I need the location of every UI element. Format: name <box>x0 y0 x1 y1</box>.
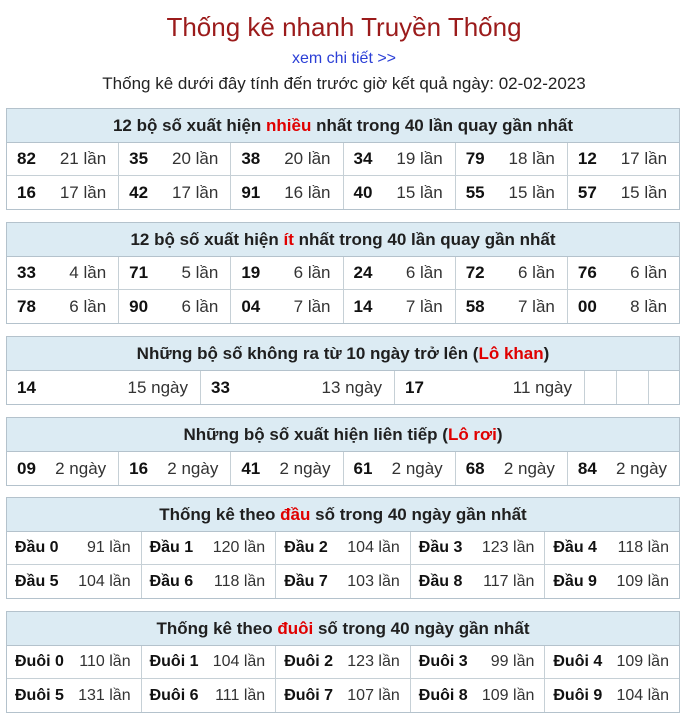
number[interactable]: 14 <box>353 296 373 316</box>
stat-cell <box>7 143 119 175</box>
number[interactable]: 40 <box>353 182 373 202</box>
number[interactable]: 33 <box>17 263 36 282</box>
stat-cell <box>568 257 679 289</box>
tail-label[interactable]: Đuôi 1 <box>149 653 199 670</box>
stat-cell <box>545 646 679 678</box>
head-label[interactable]: Đầu 8 <box>418 572 463 590</box>
head-label[interactable]: Đầu 6 <box>149 572 194 590</box>
table-row <box>7 679 679 712</box>
table-row <box>7 176 679 209</box>
number[interactable]: 91 <box>241 182 261 202</box>
number[interactable]: 79 <box>465 149 485 168</box>
number[interactable]: 71 <box>129 263 149 282</box>
count: 20 lần <box>284 149 331 168</box>
count: 15 lần <box>620 182 668 202</box>
stat-cell <box>344 176 456 209</box>
header-text: 12 bộ số xuất hiện <box>112 115 262 135</box>
most-frequent-header <box>7 109 679 143</box>
tail-label[interactable]: Đuôi 8 <box>418 686 468 704</box>
count: 2 ngày <box>167 458 219 478</box>
table-row <box>7 143 679 176</box>
stat-cell <box>142 679 277 712</box>
stat-cell <box>456 143 568 175</box>
table-row <box>7 257 679 290</box>
table-row <box>7 371 679 404</box>
count: 2 ngày <box>391 458 443 478</box>
head-label[interactable]: Đầu 4 <box>553 539 597 556</box>
head-label[interactable]: Đầu 0 <box>15 539 59 556</box>
stat-cell <box>456 452 568 485</box>
count: 7 lần <box>293 296 331 316</box>
count: 19 lần <box>396 149 443 168</box>
stat-cell <box>119 257 231 289</box>
page-subtitle: Thống kê dưới đây tính đến trước giờ kết quả ngày: 02-02-2023 <box>102 74 586 93</box>
count: 2 ngày <box>279 458 331 478</box>
count: 104 lần <box>616 686 669 704</box>
count: 13 ngày <box>321 377 382 397</box>
number[interactable]: 00 <box>577 296 597 316</box>
header-text: số trong 40 ngày gần nhất <box>317 618 530 638</box>
empty-cell <box>585 371 617 404</box>
tail-label[interactable]: Đuôi 7 <box>284 686 334 704</box>
number[interactable]: 42 <box>129 182 149 202</box>
count: 104 lần <box>212 653 266 670</box>
header-highlight: Lô rơi <box>447 424 497 444</box>
count: 6 lần <box>517 263 555 282</box>
count: 4 lần <box>69 263 107 282</box>
count: 123 lần <box>481 539 535 556</box>
header-text: Những bộ số không ra từ 10 ngày trở lên ( <box>136 343 479 363</box>
header-text: Thống kê theo <box>159 504 276 524</box>
number[interactable]: 68 <box>465 458 485 478</box>
count: 6 lần <box>69 296 107 316</box>
table-row <box>7 646 679 679</box>
head-label[interactable]: Đầu 9 <box>553 572 597 590</box>
stat-cell <box>344 452 456 485</box>
stat-cell <box>231 452 343 485</box>
stat-cell <box>276 679 411 712</box>
count: 2 ngày <box>55 458 107 478</box>
lo-khan-section <box>6 336 680 405</box>
count: 6 lần <box>181 296 219 316</box>
stat-cell <box>344 143 456 175</box>
number[interactable]: 76 <box>577 263 597 282</box>
count: 110 lần <box>79 653 131 670</box>
stat-cell <box>119 290 231 323</box>
stat-cell <box>545 679 679 712</box>
count: 109 lần <box>616 653 669 670</box>
stat-cell <box>142 646 277 678</box>
stat-cell <box>568 452 679 485</box>
stat-cell <box>7 371 201 404</box>
stat-cell <box>7 532 142 564</box>
head-label[interactable]: Đầu 3 <box>418 539 463 556</box>
count: 17 lần <box>620 149 668 168</box>
number[interactable]: 41 <box>241 458 261 478</box>
header-highlight: đầu <box>280 504 311 524</box>
number[interactable]: 84 <box>577 458 597 478</box>
number[interactable]: 78 <box>17 296 36 316</box>
head-label[interactable]: Đầu 7 <box>284 572 328 590</box>
table-row <box>7 532 679 565</box>
header-text: Thống kê theo <box>156 618 273 638</box>
stat-cell <box>142 565 277 598</box>
stat-cell <box>119 176 231 209</box>
count: 2 ngày <box>615 458 668 478</box>
count: 123 lần <box>347 653 400 670</box>
header-highlight: Lô khan <box>478 343 544 363</box>
most-frequent-section <box>6 108 680 210</box>
count: 104 lần <box>78 572 131 590</box>
dau-section <box>6 497 680 599</box>
lo-khan-header <box>7 337 679 371</box>
header-text: ) <box>543 343 550 363</box>
number[interactable]: 35 <box>129 149 149 168</box>
count: 91 lần <box>87 539 131 556</box>
stat-cell <box>276 565 411 598</box>
number[interactable]: 04 <box>241 296 261 316</box>
number[interactable]: 19 <box>241 263 261 282</box>
number[interactable]: 33 <box>211 377 230 397</box>
stat-cell <box>411 679 546 712</box>
header-highlight: đuôi <box>277 618 314 638</box>
stat-cell <box>7 290 119 323</box>
count: 7 lần <box>517 296 555 316</box>
count: 11 ngày <box>512 377 572 397</box>
tail-label[interactable]: Đuôi 0 <box>15 653 64 670</box>
tail-label[interactable]: Đuôi 4 <box>553 653 603 670</box>
head-label[interactable]: Đầu 1 <box>149 539 194 556</box>
lo-roi-header <box>7 418 679 452</box>
least-frequent-header <box>7 223 679 257</box>
count: 117 lần <box>483 572 535 590</box>
tail-label[interactable]: Đuôi 9 <box>553 686 603 704</box>
stat-cell <box>7 452 119 485</box>
count: 120 lần <box>212 539 266 556</box>
number[interactable]: 16 <box>17 182 36 202</box>
stat-cell <box>231 290 343 323</box>
header-text: 12 bộ số xuất hiện <box>130 229 279 249</box>
count: 20 lần <box>172 149 219 168</box>
header-text: Những bộ số xuất hiện liên tiếp ( <box>183 424 448 444</box>
stat-cell <box>456 257 568 289</box>
number[interactable]: 82 <box>17 149 36 168</box>
count: 107 lần <box>347 686 400 704</box>
tail-label[interactable]: Đuôi 6 <box>149 686 199 704</box>
tail-label[interactable]: Đuôi 5 <box>15 686 64 704</box>
count: 15 ngày <box>127 377 188 397</box>
stat-cell <box>142 532 277 564</box>
header-text: ) <box>496 424 503 444</box>
stat-cell <box>7 176 119 209</box>
count: 8 lần <box>630 296 668 316</box>
header-text: nhất trong 40 lần quay gần nhất <box>316 115 574 135</box>
stat-cell <box>568 143 679 175</box>
number[interactable]: 16 <box>129 458 149 478</box>
stat-cell <box>344 290 456 323</box>
number[interactable]: 72 <box>465 263 485 282</box>
count: 109 lần <box>616 572 669 590</box>
number[interactable]: 24 <box>353 263 373 282</box>
count: 16 lần <box>284 182 331 202</box>
stat-cell <box>568 176 679 209</box>
stat-cell <box>456 176 568 209</box>
stat-cell <box>545 532 679 564</box>
count: 118 lần <box>213 572 266 590</box>
count: 111 lần <box>215 686 266 704</box>
count: 15 lần <box>396 182 443 202</box>
number[interactable]: 14 <box>17 377 36 397</box>
stat-cell <box>231 176 343 209</box>
count: 118 lần <box>617 539 669 556</box>
empty-cell <box>649 371 681 404</box>
stat-cell <box>7 679 142 712</box>
stat-cell <box>411 646 546 678</box>
header-text: số trong 40 ngày gần nhất <box>315 504 527 524</box>
count: 109 lần <box>481 686 535 704</box>
stat-cell <box>231 257 343 289</box>
stat-cell <box>545 565 679 598</box>
stat-cell <box>7 565 142 598</box>
number[interactable]: 57 <box>577 182 597 202</box>
view-detail-link[interactable]: xem chi tiết >> <box>291 50 397 67</box>
count: 18 lần <box>508 149 555 168</box>
stat-cell <box>119 143 231 175</box>
table-row <box>7 452 679 485</box>
page-title: Thống kê nhanh Truyền Thống <box>166 12 522 42</box>
header-highlight: ít <box>283 229 294 249</box>
count: 6 lần <box>405 263 443 282</box>
count: 17 lần <box>172 182 219 202</box>
stat-cell <box>231 143 343 175</box>
number[interactable]: 12 <box>577 149 597 168</box>
least-frequent-section <box>6 222 680 324</box>
number[interactable]: 61 <box>353 458 373 478</box>
number[interactable]: 90 <box>129 296 149 316</box>
table-row <box>7 290 679 323</box>
number[interactable]: 17 <box>405 377 424 397</box>
stat-cell <box>395 371 585 404</box>
count: 17 lần <box>59 182 107 202</box>
count: 103 lần <box>347 572 400 590</box>
tail-label[interactable]: Đuôi 2 <box>284 653 334 670</box>
number[interactable]: 38 <box>241 149 261 168</box>
number[interactable]: 55 <box>465 182 485 202</box>
count: 15 lần <box>508 182 555 202</box>
stat-cell <box>344 257 456 289</box>
count: 6 lần <box>630 263 668 282</box>
stat-cell <box>568 290 679 323</box>
count: 131 lần <box>78 686 131 704</box>
count: 99 lần <box>490 653 535 670</box>
table-row <box>7 565 679 598</box>
count: 104 lần <box>347 539 400 556</box>
dau-header <box>7 498 679 532</box>
duoi-header <box>7 612 679 646</box>
count: 21 lần <box>59 149 107 168</box>
count: 2 ngày <box>503 458 555 478</box>
stat-cell <box>276 646 411 678</box>
stat-cell <box>201 371 395 404</box>
stat-cell <box>411 565 546 598</box>
number[interactable]: 34 <box>353 149 373 168</box>
duoi-section <box>6 611 680 713</box>
count: 7 lần <box>405 296 443 316</box>
stat-cell <box>276 532 411 564</box>
number[interactable]: 09 <box>17 458 36 478</box>
header-highlight: nhiều <box>266 115 312 135</box>
head-label[interactable]: Đầu 2 <box>284 539 328 556</box>
number[interactable]: 58 <box>465 296 485 316</box>
tail-label[interactable]: Đuôi 3 <box>418 653 468 670</box>
empty-cell <box>617 371 649 404</box>
count: 6 lần <box>293 263 331 282</box>
count: 5 lần <box>181 263 219 282</box>
stat-cell <box>411 532 546 564</box>
stat-cell <box>119 452 231 485</box>
head-label[interactable]: Đầu 5 <box>15 572 59 590</box>
lo-roi-section <box>6 417 680 486</box>
stat-cell <box>7 257 119 289</box>
stat-cell <box>7 646 142 678</box>
stat-cell <box>456 290 568 323</box>
header-text: nhất trong 40 lần quay gần nhất <box>298 229 556 249</box>
